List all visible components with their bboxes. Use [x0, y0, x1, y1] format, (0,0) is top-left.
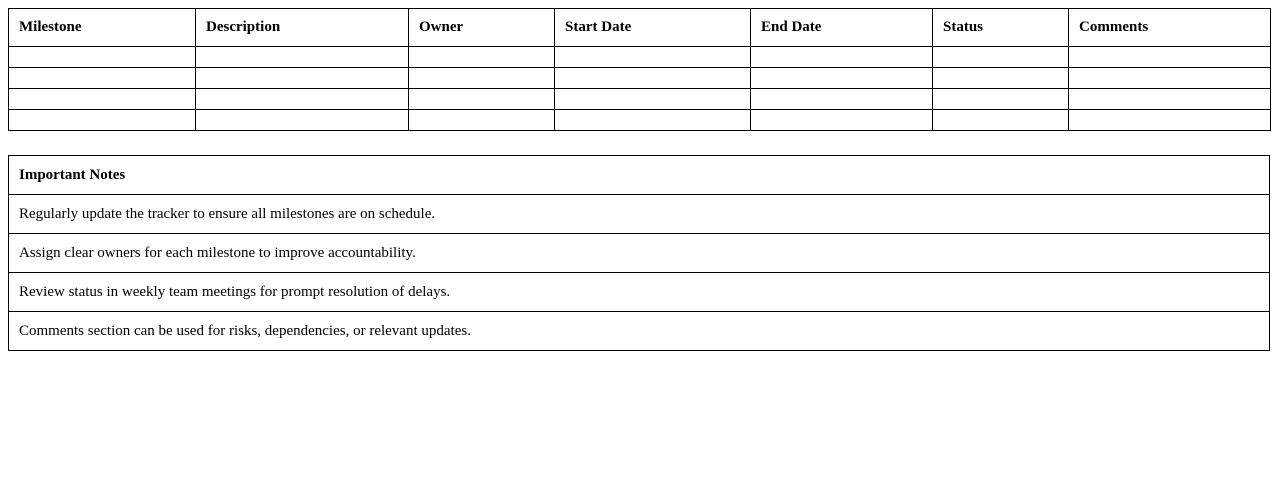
table-row: [9, 68, 1271, 89]
description-cell[interactable]: [196, 68, 409, 89]
milestone-cell[interactable]: [9, 110, 196, 131]
start-date-cell[interactable]: [555, 68, 751, 89]
status-cell[interactable]: [933, 68, 1069, 89]
description-cell[interactable]: [196, 47, 409, 68]
note-text: Assign clear owners for each milestone to improve accountability.: [9, 234, 1270, 273]
start-date-cell[interactable]: [555, 47, 751, 68]
column-header-milestone: Milestone: [9, 9, 196, 47]
owner-cell[interactable]: [409, 110, 555, 131]
owner-cell[interactable]: [409, 68, 555, 89]
status-cell[interactable]: [933, 110, 1069, 131]
note-text: Review status in weekly team meetings for prompt resolution of delays.: [9, 273, 1270, 312]
start-date-cell[interactable]: [555, 110, 751, 131]
column-header-end-date: End Date: [751, 9, 933, 47]
list-item: [9, 312, 1270, 351]
end-date-cell[interactable]: [751, 47, 933, 68]
column-header-owner: Owner: [409, 9, 555, 47]
end-date-cell[interactable]: [751, 68, 933, 89]
comments-cell[interactable]: [1069, 110, 1271, 131]
list-item: [9, 234, 1270, 273]
description-cell[interactable]: [196, 89, 409, 110]
end-date-cell[interactable]: [751, 110, 933, 131]
start-date-cell[interactable]: [555, 89, 751, 110]
column-header-description: Description: [196, 9, 409, 47]
note-text: Regularly update the tracker to ensure all milestones are on schedule.: [9, 195, 1270, 234]
column-header-start-date: Start Date: [555, 9, 751, 47]
milestone-cell[interactable]: [9, 68, 196, 89]
table-row: [9, 110, 1271, 131]
milestone-cell[interactable]: [9, 89, 196, 110]
list-item: [9, 195, 1270, 234]
comments-cell[interactable]: [1069, 89, 1271, 110]
comments-cell[interactable]: [1069, 68, 1271, 89]
comments-cell[interactable]: [1069, 47, 1271, 68]
column-header-status: Status: [933, 9, 1069, 47]
status-cell[interactable]: [933, 89, 1069, 110]
table-header-row: [9, 9, 1271, 47]
column-header-comments: Comments: [1069, 9, 1271, 47]
owner-cell[interactable]: [409, 89, 555, 110]
status-cell[interactable]: [933, 47, 1069, 68]
table-row: [9, 89, 1271, 110]
list-item: [9, 273, 1270, 312]
table-row: [9, 47, 1271, 68]
document-body: [8, 8, 1270, 351]
notes-title: Important Notes: [9, 156, 1270, 195]
important-notes-table: [8, 155, 1270, 351]
end-date-cell[interactable]: [751, 89, 933, 110]
note-text: Comments section can be used for risks, dependencies, or relevant updates.: [9, 312, 1270, 351]
owner-cell[interactable]: [409, 47, 555, 68]
milestone-tracker-table: [8, 8, 1271, 131]
notes-header-row: [9, 156, 1270, 195]
description-cell[interactable]: [196, 110, 409, 131]
milestone-cell[interactable]: [9, 47, 196, 68]
